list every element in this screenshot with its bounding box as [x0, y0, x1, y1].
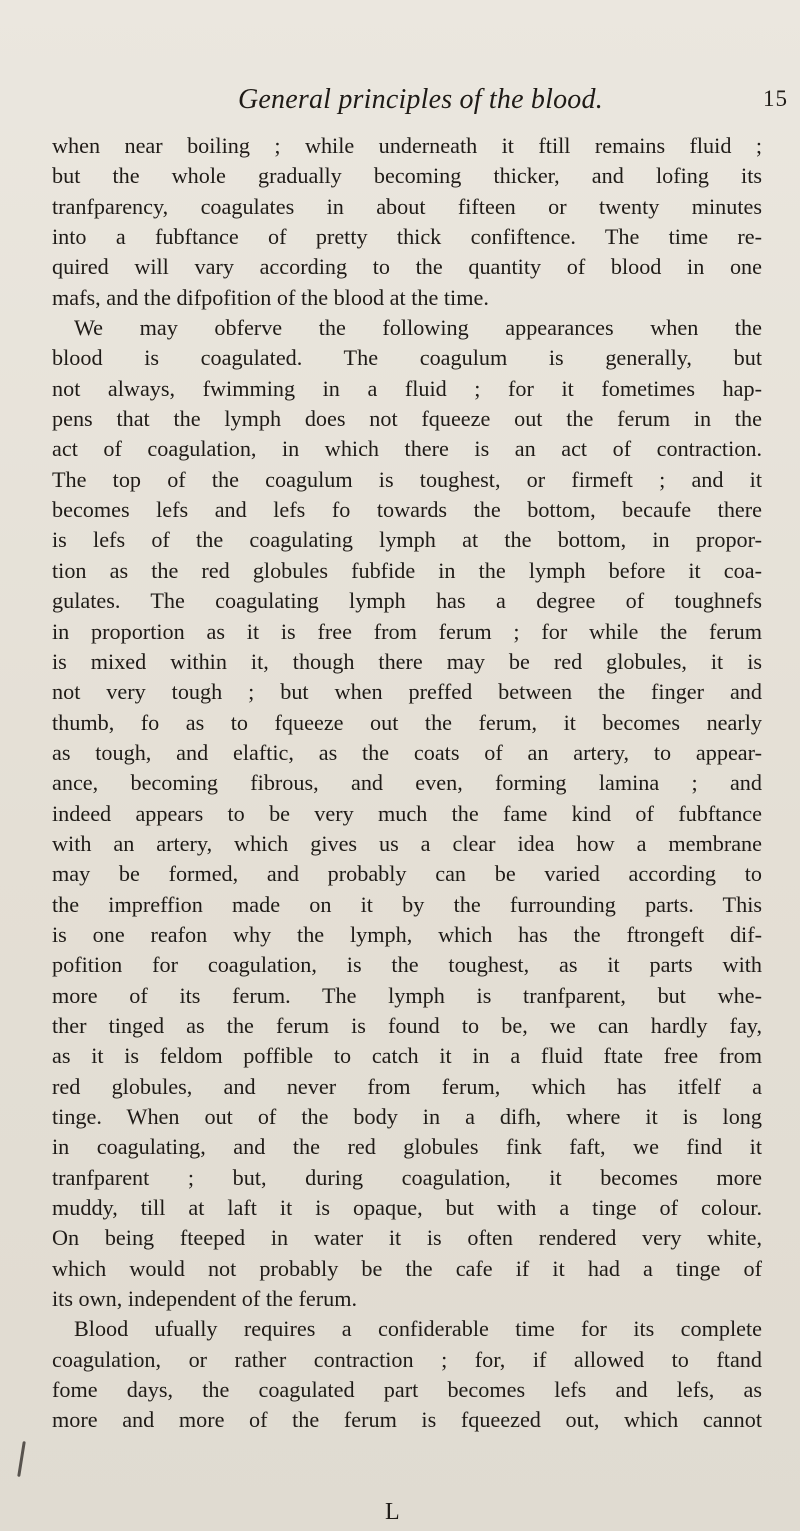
- text-line: into a fubftance of pretty thick confiftence. The time re-: [52, 224, 762, 250]
- text-line: is lefs of the coagulating lymph at the bottom, in propor-: [52, 527, 762, 553]
- text-line: gulates. The coagulating lymph has a degree of toughnefs: [52, 588, 762, 614]
- page-number: 15: [763, 86, 788, 111]
- text-line: mafs, and the difpofition of the blood at the time.: [52, 284, 489, 310]
- text-line: Blood ufually requires a confiderable time for its complete: [74, 1316, 762, 1342]
- text-line: but the whole gradually becoming thicker, and lofing its: [52, 163, 762, 189]
- text-line: with an artery, which gives us a clear idea how a membrane: [52, 830, 762, 856]
- text-line: as it is feldom poffible to catch it in a fluid ftate free from: [52, 1043, 762, 1069]
- text-line: act of coagulation, in which there is an act of contraction.: [52, 436, 762, 462]
- text-line: fome days, the coagulated part becomes lefs and lefs, as: [52, 1377, 762, 1403]
- text-line: not very tough ; but when preffed between the finger and: [52, 679, 762, 705]
- text-line: not always, fwimming in a fluid ; for it fometimes hap-: [52, 375, 762, 401]
- margin-ink-mark: [17, 1441, 26, 1477]
- signature-mark: L: [385, 1499, 400, 1525]
- running-head: [0, 84, 800, 124]
- text-line: blood is coagulated. The coagulum is generally, but: [52, 345, 762, 371]
- text-line: muddy, till at laft it is opaque, but with a tinge of colour.: [52, 1195, 762, 1221]
- text-line: is mixed within it, though there may be red globules, it is: [52, 648, 762, 674]
- text-line: as tough, and elaftic, as the coats of an artery, to appear-: [52, 739, 762, 765]
- text-line: quired will vary according to the quantity of blood in one: [52, 254, 762, 280]
- text-line: thumb, fo as to fqueeze out the ferum, it becomes nearly: [52, 709, 762, 735]
- text-line: tranfparency, coagulates in about fifteen or twenty minutes: [52, 193, 762, 219]
- text-line: tranfparent ; but, during coagulation, it becomes more: [52, 1164, 762, 1190]
- text-line: On being fteeped in water it is often rendered very white,: [52, 1225, 762, 1251]
- text-line: its own, independent of the ferum.: [52, 1286, 358, 1312]
- text-line: red globules, and never from ferum, which has itfelf a: [52, 1073, 762, 1099]
- text-line: is one reafon why the lymph, which has the ftrongeft dif-: [52, 921, 762, 947]
- text-line: pofition for coagulation, is the toughest, as it parts with: [52, 952, 762, 978]
- body-text: [52, 131, 762, 1436]
- text-line: the impreffion made on it by the furrounding parts. This: [52, 891, 762, 917]
- text-line: indeed appears to be very much the fame kind of fubftance: [52, 800, 762, 826]
- text-line: pens that the lymph does not fqueeze out the ferum in the: [52, 406, 762, 432]
- text-line: tinge. When out of the body in a difh, where it is long: [52, 1104, 762, 1129]
- text-line: The top of the coagulum is toughest, or firmeft ; and it: [52, 466, 762, 492]
- text-line: ther tinged as the ferum is found to be, we can hardly fay,: [52, 1012, 762, 1038]
- text-line: in coagulating, and the red globules fink faft, we find it: [52, 1134, 762, 1160]
- text-line: more of its ferum. The lymph is tranfparent, but whe-: [52, 982, 762, 1008]
- text-line: ance, becoming fibrous, and even, forming lamina ; and: [52, 770, 762, 796]
- text-line: becomes lefs and lefs fo towards the bottom, becaufe there: [52, 497, 762, 523]
- text-line: in proportion as it is free from ferum ; for while the ferum: [52, 618, 762, 644]
- text-line: We may obferve the following appearances when the: [74, 315, 762, 341]
- running-title: General principles of the blood.: [238, 84, 603, 115]
- text-line: tion as the red globules fubfide in the lymph before it coa-: [52, 557, 762, 583]
- text-line: which would not probably be the cafe if it had a tinge of: [52, 1255, 762, 1281]
- text-line: may be formed, and probably can be varied according to: [52, 861, 762, 887]
- text-line: coagulation, or rather contraction ; for, if allowed to ftand: [52, 1346, 762, 1372]
- text-line: when near boiling ; while underneath it ftill remains fluid ;: [52, 133, 762, 158]
- text-line: more and more of the ferum is fqueezed out, which cannot: [52, 1407, 762, 1433]
